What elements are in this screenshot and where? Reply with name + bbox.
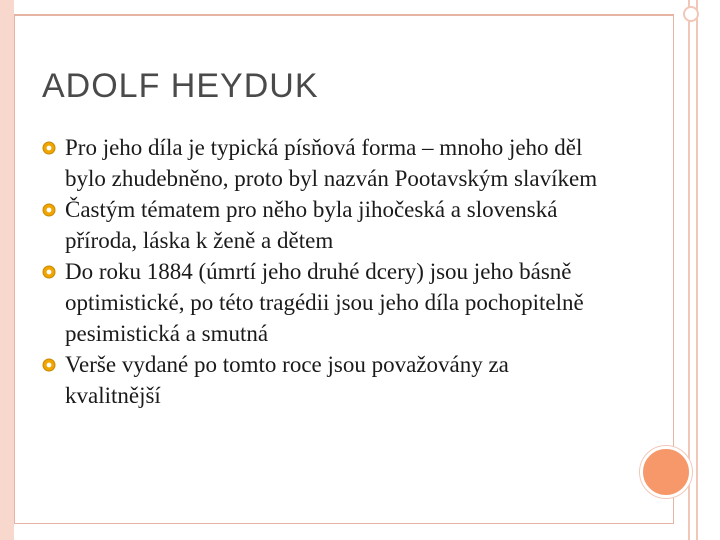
bullet-text: Do roku 1884 (úmrtí jeho druhé dcery) jsou jeho básně optimistické, po této tragédii jsou jeho díla pochopitelně pesimistická a smutná	[65, 259, 584, 346]
gear-bullet-icon	[42, 203, 56, 217]
gear-bullet-icon	[42, 141, 56, 155]
gear-bullet-icon	[42, 265, 56, 279]
bullet-text: Verše vydané po tomto roce jsou považovány za kvalitnější	[65, 352, 509, 408]
bullet-item	[42, 194, 602, 256]
bullet-text: Častým tématem pro něho byla jihočeská a slovenská příroda, láska k ženě a dětem	[65, 197, 558, 253]
decor-ring	[683, 6, 699, 22]
bullet-item	[42, 132, 602, 194]
bullet-list	[42, 132, 602, 411]
bullet-item	[42, 349, 602, 411]
slide-title: ADOLF HEYDUK	[42, 67, 319, 105]
gear-bullet-icon	[42, 358, 56, 372]
bullet-item	[42, 256, 602, 349]
left-margin-band	[0, 0, 14, 540]
decor-circle	[640, 446, 692, 498]
bullet-text: Pro jeho díla je typická písňová forma – mnoho jeho děl bylo zhudebněno, proto byl nazván Pootavským slavíkem	[65, 135, 598, 191]
right-decor-line	[696, 0, 698, 540]
